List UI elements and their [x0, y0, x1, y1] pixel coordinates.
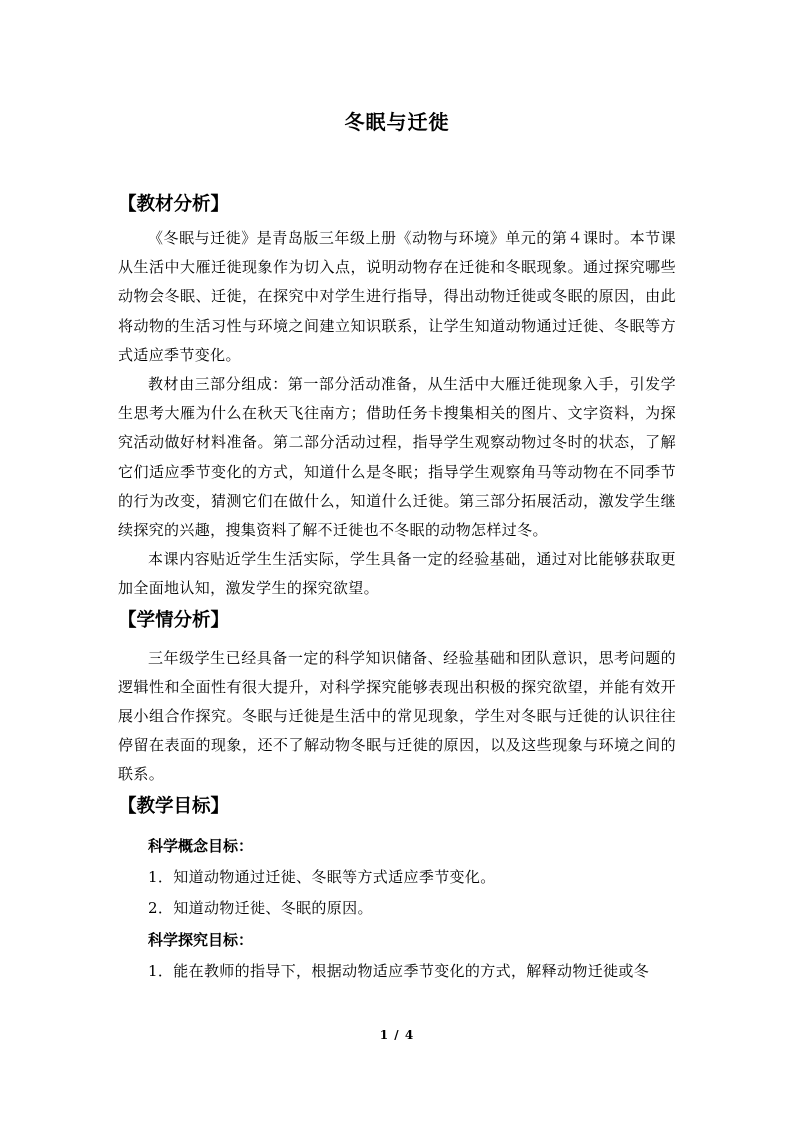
list-item: 2．知道动物迁徙、冬眠的原因。	[148, 898, 373, 917]
list-item: 1．知道动物通过迁徙、冬眠等方式适应季节变化。	[148, 867, 496, 886]
paragraph: 本课内容贴近学生生活实际，学生具备一定的经验基础，通过对比能够获取更加全面地认知，激发学生的探究欲望。	[118, 550, 676, 598]
paragraph: 三年级学生已经具备一定的科学知识储备、经验基础和团队意识，思考问题的逻辑性和全面性有很大提升，对科学探究能够表现出积极的探究欲望，并能有效开展小组合作探究。冬眠与迁徙是生活中的常见现象，学生对冬眠与迁徙的认识往往停留在表面的现象，还不了解动物冬眠与迁徙的原因，以及这些现象与环境之间的联系。	[118, 648, 676, 784]
paragraph: 教材由三部分组成：第一部分活动准备，从生活中大雁迁徙现象入手，引发学生思考大雁为什么在秋天飞往南方；借助任务卡搜集相关的图片、文字资料，为探究活动做好材料准备。第二部分活动过程，指导学生观察动物过冬时的状态，了解它们适应季节变化的方式，知道什么是冬眠；指导学生观察角马等动物在不同季节的行为改变，猜测它们在做什么，知道什么迁徙。第三部分拓展活动，激发学生继续探究的兴趣，搜集资料了解不迁徙也不冬眠的动物怎样过冬。	[118, 375, 676, 540]
document-body	[118, 190, 676, 987]
subheading-inquiry-objectives: 科学探究目标：	[148, 930, 254, 949]
section-heading-student-analysis: 【学情分析】	[118, 609, 230, 631]
section-heading-teaching-objectives: 【教学目标】	[118, 795, 230, 817]
paragraph: 《冬眠与迁徙》是青岛版三年级上册《动物与环境》单元的第４课时。本节课从生活中大雁迁徙现象作为切入点，说明动物存在迁徙和冬眠现象。通过探究哪些动物会冬眠、迁徙，在探究中对学生进行指导，得出动物迁徙或冬眠的原因，由此将动物的生活习性与环境之间建立知识联系，让学生知道动物通过迁徙、冬眠等方式适应季节变化。	[118, 229, 676, 364]
subheading-concept-objectives: 科学概念目标：	[148, 836, 254, 855]
section-heading-textbook-analysis: 【教材分析】	[118, 194, 230, 215]
document-title: 冬眠与迁徙	[344, 110, 450, 134]
page-number: 1 / 4	[379, 1028, 415, 1042]
list-item: 1．能在教师的指导下，根据动物适应季节变化的方式，解释动物迁徙或冬	[148, 961, 650, 980]
